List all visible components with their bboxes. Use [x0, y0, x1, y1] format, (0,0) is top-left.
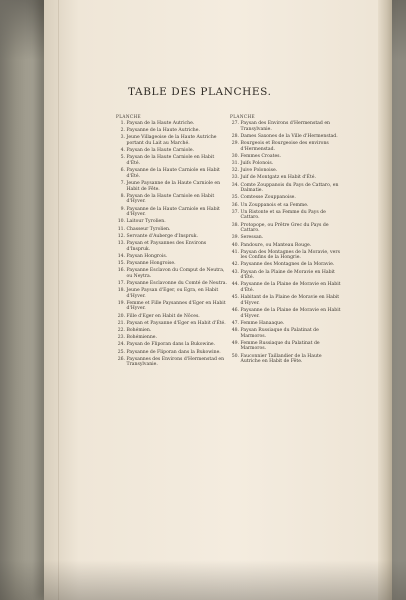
plate-title: Dames Saxones de la Ville d'Hermenstad.	[240, 133, 338, 139]
plate-number: 37.	[231, 209, 239, 215]
plate-title: Fauconnier Taillandier de la Haute Autriche en Habit de Fête.	[240, 353, 322, 365]
plate-title: Paysanne de la Plaine de Moravie en Habit d'Été.	[240, 282, 341, 294]
plate-title: Habitant de la Plaine de Moravie en Habit d'Hyver.	[240, 295, 340, 306]
page-title: TABLE DES PLANCHES.	[128, 86, 272, 98]
plate-entry	[116, 288, 228, 299]
plate-entry	[230, 223, 342, 234]
plate-title: Femmes Croates.	[240, 153, 282, 159]
plate-title: Paysanne de la Haute Carniole en Habit d'Été.	[126, 168, 220, 179]
plate-number: 6.	[120, 168, 125, 174]
plate-entry	[230, 203, 342, 209]
plate-entry	[116, 301, 228, 312]
plate-number: 20.	[117, 313, 125, 319]
plate-entry	[116, 241, 228, 252]
plate-number: 22.	[117, 327, 125, 333]
plate-entry	[230, 235, 342, 241]
plate-entry	[230, 250, 342, 261]
plate-number: 13.	[117, 240, 125, 246]
plate-title: Jeune Paysanne de la Haute Carniole en Habit de Fête.	[126, 181, 221, 192]
plate-number: 50.	[231, 353, 239, 359]
plate-title: Paysanne de la Plaine de Moravie en Habit d'Hyver.	[240, 308, 341, 319]
plate-number: 2.	[120, 128, 125, 134]
plate-number: 8.	[120, 193, 125, 199]
plate-title: Paysan Russiaque du Palatinat de Marmoros.	[240, 327, 319, 339]
plate-entry	[116, 128, 228, 134]
plate-number: 7.	[120, 181, 125, 186]
plate-number: 45.	[231, 295, 239, 301]
plate-entry	[230, 243, 342, 249]
plate-number: 17.	[117, 280, 125, 286]
plate-entry	[116, 350, 228, 356]
right-entry-list	[230, 121, 342, 365]
plate-number: 5.	[120, 155, 125, 161]
plate-number: 36.	[231, 202, 239, 208]
plate-entry	[230, 295, 342, 306]
page-edge	[378, 0, 392, 600]
plate-number: 29.	[231, 141, 239, 147]
plate-number: 34.	[231, 182, 239, 188]
plate-title: Paysanne de la Haute Autriche.	[126, 128, 200, 134]
plate-entry	[116, 121, 228, 127]
plate-title: Bourgeois et Bourgeoise des environs d'Hermenstad.	[240, 141, 329, 152]
plate-title: Femme Hanaaque.	[240, 320, 285, 326]
plate-title: Un Zouppanois et sa Femme.	[240, 202, 309, 208]
right-column	[230, 114, 342, 366]
plate-number: 48.	[231, 327, 239, 333]
plate-title: Pandoure, ou Manteau Rouge.	[240, 242, 312, 248]
plate-number: 1.	[120, 121, 125, 127]
plate-title: Paysan de la Haute Carniole.	[126, 148, 195, 154]
plate-entry	[230, 328, 342, 339]
page-fold	[58, 0, 59, 600]
plate-title: Paysannes des Environs d'Hermenstad en Transylvanie.	[126, 356, 225, 368]
plate-number: 38.	[231, 222, 239, 228]
plate-entry	[116, 227, 228, 233]
plate-number: 39.	[231, 235, 239, 241]
plate-entry	[230, 168, 342, 174]
plate-number: 33.	[231, 175, 239, 181]
plate-title: Jeune Paysan d'Eger, ou Egra, en Habit d'Hyver.	[126, 288, 219, 299]
plate-number: 27.	[231, 121, 239, 127]
plate-title: Comtesse Zouppanoise.	[240, 195, 296, 201]
plate-title: Paysan des Environs d'Hermenstad en Transylvanie.	[240, 121, 331, 132]
plate-entry	[116, 342, 228, 348]
plate-entry	[230, 161, 342, 167]
plate-number: 21.	[117, 320, 125, 326]
plate-number: 40.	[231, 242, 239, 248]
plate-entry	[230, 183, 342, 194]
plate-entry	[230, 210, 342, 221]
plate-entry	[230, 141, 342, 152]
plate-title: Bohémienne.	[126, 335, 157, 341]
plate-number: 28.	[231, 133, 239, 139]
plate-number: 47.	[231, 320, 239, 326]
plate-number: 26.	[117, 356, 125, 362]
plate-entry	[116, 194, 228, 205]
left-column	[116, 114, 228, 370]
plate-title: Paysan Hongrois.	[126, 253, 168, 259]
plate-number: 24.	[117, 342, 125, 348]
plate-number: 43.	[231, 269, 239, 275]
plate-number: 32.	[231, 168, 239, 174]
plate-entry	[116, 155, 228, 166]
plate-title: Paysan de la Haute Autriche.	[126, 121, 195, 127]
plate-entry	[116, 135, 228, 146]
plate-entry	[230, 270, 342, 281]
plate-entry	[230, 282, 342, 293]
plate-title: Femme et Fille Paysannes d'Eger en Habit d'Hyver.	[126, 300, 226, 312]
plate-title: Paysanne de la Haute Carniole en Habit d'Hyver.	[126, 206, 220, 218]
plate-title: Paysan des Montagnes de la Moravie, vers les Confins de la Hongrie.	[240, 249, 340, 261]
plate-entry	[230, 195, 342, 201]
plate-title: Paysanne Esclavon du Comput de Neutra, ou Neytra.	[126, 268, 225, 279]
plate-title: Laitour Tyrolien.	[126, 219, 166, 225]
plate-entry	[116, 254, 228, 260]
plate-title: Juifs Polonois.	[240, 161, 274, 167]
plate-title: Paysanne Hongroise.	[126, 260, 176, 266]
plate-entry	[230, 134, 342, 140]
plate-title: Paysan de la Haute Carniole en Habit d'Hyver.	[126, 193, 215, 205]
plate-entry	[116, 168, 228, 179]
plate-entry	[116, 207, 228, 218]
plate-number: 49.	[231, 340, 239, 346]
left-column-heading: PLANCHE	[116, 114, 141, 119]
plate-title: Paysan de la Plaine de Moravie en Habit d'Été.	[240, 269, 335, 281]
plate-title: Paysan de Fliporan dans la Bukowine.	[126, 342, 216, 348]
plate-title: Fille d'Eger en Habit de Nôces.	[126, 313, 200, 319]
plate-title: Comte Zouppanois du Pays de Cattaro, en Dalmatie.	[240, 182, 339, 194]
plate-number: 25.	[117, 349, 125, 355]
plate-title: Chasseur Tyrolien.	[126, 226, 171, 232]
plate-number: 44.	[231, 282, 239, 288]
plate-entry	[116, 321, 228, 327]
right-column-heading: PLANCHE	[230, 114, 255, 119]
plate-title: Paysan et Paysanne d'Eger en Habit d'Été.	[126, 320, 226, 326]
plate-number: 12.	[117, 233, 125, 239]
plate-title: Femme Russiaque du Palatinat de Marmoros.	[240, 340, 320, 352]
plate-entry	[230, 321, 342, 327]
plate-entry	[116, 357, 228, 368]
plate-number: 18.	[117, 288, 125, 294]
plate-entry	[230, 262, 342, 268]
plate-number: 35.	[231, 195, 239, 201]
plate-number: 9.	[120, 206, 125, 212]
plate-title: Juive Polonoise.	[240, 168, 278, 174]
plate-title: Juif de Montgatz en Habit d'Été.	[240, 175, 316, 181]
plate-entry	[116, 328, 228, 334]
plate-entry	[230, 121, 342, 132]
plate-title: Servante d'Auberge d'Inspruk.	[126, 233, 199, 239]
plate-entry	[116, 281, 228, 287]
plate-number: 15.	[117, 260, 125, 266]
plate-entry	[116, 148, 228, 154]
plate-number: 14.	[117, 253, 125, 259]
plate-title: Paysanne des Montagnes de la Moravie.	[240, 262, 335, 268]
plate-number: 19.	[117, 300, 125, 306]
plate-number: 31.	[231, 161, 239, 167]
plate-number: 4.	[120, 148, 125, 154]
plate-entry	[116, 219, 228, 225]
plate-number: 23.	[117, 335, 125, 341]
plate-number: 10.	[117, 219, 125, 225]
plate-title: Paysanne Esclavonne du Comté de Neutra.	[126, 280, 227, 286]
plate-number: 3.	[120, 135, 125, 141]
left-entry-list	[116, 121, 228, 368]
plate-number: 30.	[231, 153, 239, 159]
plate-title: Jeune Villageoise de la Haute Autriche portant du Lait au Marché.	[126, 135, 217, 147]
plate-number: 16.	[117, 268, 125, 274]
plate-entry	[116, 234, 228, 240]
plate-entry	[116, 335, 228, 341]
plate-number: 42.	[231, 262, 239, 268]
plate-title: Un Ristonte et sa Femme du Pays de Cattaro.	[240, 209, 326, 221]
plate-entry	[116, 181, 228, 192]
plate-title: Paysanne de Fliporan dans la Bukowine.	[126, 349, 221, 355]
plate-title: Paysan et Paysannes des Environs d'Inspruk.	[126, 240, 207, 252]
plate-title: Seressan.	[240, 235, 264, 241]
plate-title: Bohémien.	[126, 327, 152, 333]
plate-entry	[230, 154, 342, 160]
plate-entry	[230, 175, 342, 181]
plate-number: 41.	[231, 249, 239, 255]
plate-entry	[116, 268, 228, 279]
plate-entry	[230, 308, 342, 319]
plate-entry	[230, 341, 342, 352]
plate-number: 46.	[231, 308, 239, 313]
plate-number: 11.	[117, 226, 125, 232]
plate-title: Protopope, ou Prêtre Grec du Pays de Cattaro.	[240, 222, 329, 234]
plate-entry	[116, 261, 228, 267]
bottom-shadow	[0, 560, 406, 600]
plate-entry	[116, 314, 228, 320]
plate-title: Paysan de la Haute Carniole en Habit d'Été.	[126, 155, 215, 167]
plate-entry	[230, 354, 342, 365]
